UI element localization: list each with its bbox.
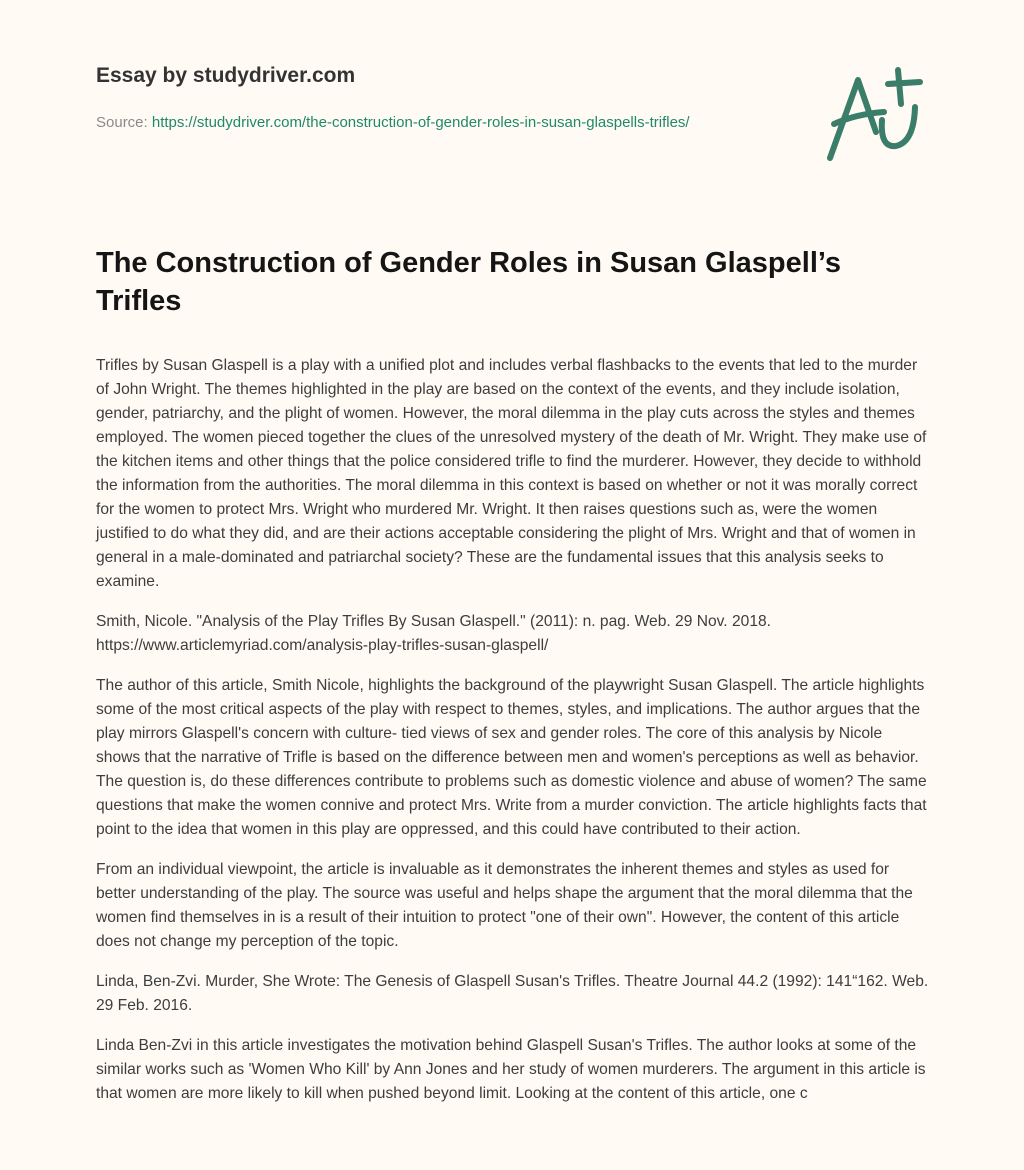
citation-smith: Smith, Nicole. "Analysis of the Play Trifles By Susan Glaspell." (2011): n. pag. Web. 29 Nov. 2018. https://www.articlemyriad.com/analysis-play-trifles-susan-glaspell/ [96,613,771,654]
paragraph-ben-zvi-summary: Linda Ben-Zvi in this article investigates the motivation behind Glaspell Susan's Trifles. The author looks at some of the similar works such as 'Women Who Kill' by Ann Jones and her study of women murderers. The argument in this article is that women are more likely to kill when pushed beyond limit. Looking at the content of this article, one c [96,1037,926,1102]
paragraph-smith-summary: The author of this article, Smith Nicole, highlights the background of the playwright Susan Glaspell. The article highlights some of the most critical aspects of the play with respect to themes, styles, and implications. The author argues that the play mirrors Glaspell's concern with culture- tied views of sex and gender roles. The core of this analysis by Nicole shows that the narrative of Trifle is based on the difference between men and women's perceptions as well as behavior. The question is, do these differences contribute to problems such as domestic violence and abuse of women? The same questions that make the women connive and protect Mrs. Write from a murder conviction. The article highlights facts that point to the idea that women in this play are oppressed, and this could have contributed to their action. [96,677,927,838]
article-body [96,354,930,1122]
source-line [96,111,736,134]
citation-ben-zvi: Linda, Ben-Zvi. Murder, She Wrote: The Genesis of Glaspell Susan's Trifles. Theatre Journal 44.2 (1992): 141“162. Web. 29 Feb. 2016. [96,973,929,1014]
a-plus-logo-icon [818,62,928,167]
source-label: Source: [96,114,148,131]
article-title: The Construction of Gender Roles in Susan Glaspell’s Trifles [96,247,841,317]
source-link[interactable]: https://studydriver.com/the-construction-of-gender-roles-in-susan-glaspells-trifles/ [151,114,690,131]
paragraph-intro: Trifles by Susan Glaspell is a play with a unified plot and includes verbal flashbacks to the events that led to the murder of John Wright. The themes highlighted in the play are based on the context of the events, and they include isolation, gender, patriarchy, and the plight of women. However, the moral dilemma in the play cuts across the styles and themes employed. The women pieced together the clues of the unresolved mystery of the death of Mr. Wright. They make use of the kitchen items and other things that the police considered trifle to find the murderer. However, they decide to withhold the information from the authorities. The moral dilemma in this context is based on whether or not it was morally correct for the women to protect Mrs. Wright who murdered Mr. Wright. It then raises questions such as, were the women justified to do what they did, and are their actions acceptable considering the plight of Mrs. Wright and that of women in general in a male-dominated and patriarchal society? These are the fundamental issues that this analysis seeks to examine. [96,357,927,590]
paragraph-smith-evaluation: From an individual viewpoint, the article is invaluable as it demonstrates the inherent themes and styles as used for better understanding of the play. The source was useful and helps shape the argument that the moral dilemma that the women find themselves in is a result of their intuition to protect "one of their own". However, the content of this article does not change my perception of the topic. [96,861,913,950]
site-brand: Essay by studydriver.com [96,64,356,87]
